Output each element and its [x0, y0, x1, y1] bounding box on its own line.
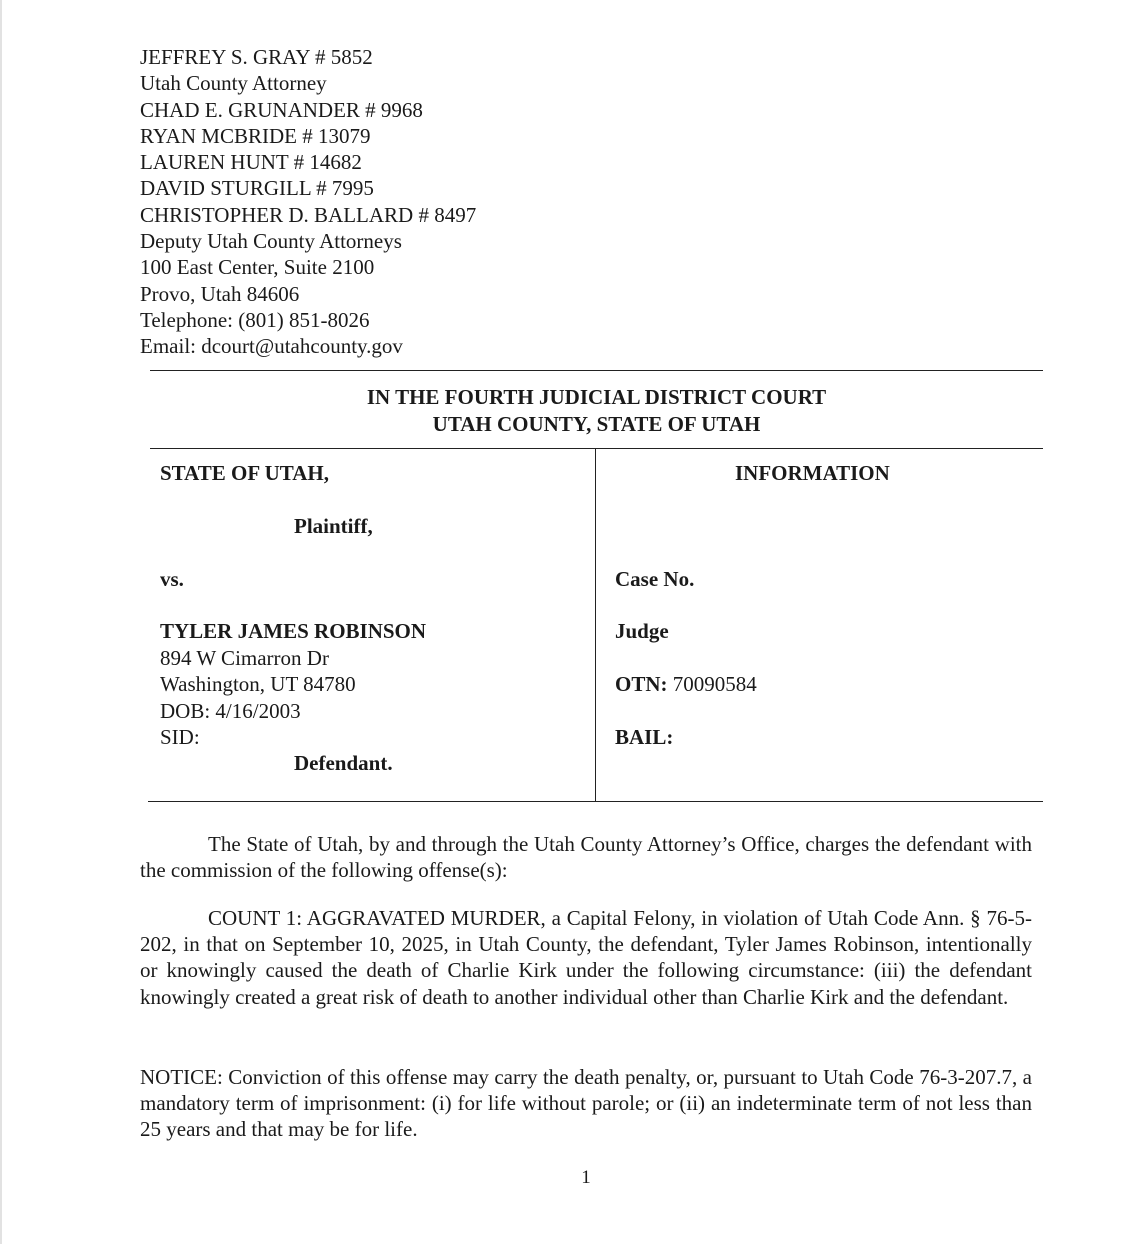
attorney-line: Utah County Attorney — [140, 71, 327, 96]
bail-label: BAIL: — [615, 725, 674, 749]
document-title: INFORMATION — [735, 461, 890, 485]
caption-top-rule — [150, 448, 1043, 449]
attorney-line: JEFFREY S. GRAY # 5852 — [140, 45, 373, 69]
notice-paragraph: NOTICE: Conviction of this offense may carry the death penalty, or, pursuant to Utah Code 76-3-207.7, a mandatory term of imprisonment: (i) for life without parole; or (ii) an indeterminate term of not less than 25 years and that may be for life. — [140, 1065, 1032, 1142]
attorney-line: DAVID STURGILL # 7995 — [140, 176, 374, 201]
otn-value: 70090584 — [672, 672, 757, 696]
attorney-block — [140, 44, 476, 360]
court-heading — [150, 384, 1043, 437]
attorney-line: Email: dcourt@utahcounty.gov — [140, 334, 403, 359]
plaintiff-role: Plaintiff, — [294, 514, 373, 538]
attorney-line: CHAD E. GRUNANDER # 9968 — [140, 97, 423, 122]
attorney-line: Provo, Utah 84606 — [140, 281, 300, 306]
judge-label: Judge — [615, 619, 669, 643]
attorney-line: LAUREN HUNT # 14682 — [140, 150, 362, 175]
case-number-label: Case No. — [615, 567, 695, 591]
versus: vs. — [160, 567, 184, 591]
court-top-rule — [150, 370, 1043, 371]
caption-divider — [595, 449, 596, 802]
otn-label: OTN: — [615, 672, 668, 696]
defendant-dob: DOB: 4/16/2003 — [160, 699, 301, 723]
defendant-name: TYLER JAMES ROBINSON — [160, 619, 427, 643]
court-county: UTAH COUNTY, STATE OF UTAH — [432, 411, 761, 436]
count-1-paragraph: COUNT 1: AGGRAVATED MURDER, a Capital Felony, in violation of Utah Code Ann. § 76-5-202, in that on September 10, 2025, in Utah County, the defendant, Tyler James Robinson, intentionally or knowingly caused the death of Charlie Kirk under the following circumstance: (iii) the defendant knowingly created a great risk of death to another individual other than Charlie Kirk and the defendant. — [140, 906, 1032, 1009]
defendant-address-city: Washington, UT 84780 — [160, 672, 356, 696]
attorney-line: 100 East Center, Suite 2100 — [140, 255, 375, 280]
otn-field — [615, 671, 757, 698]
attorney-line: CHRISTOPHER D. BALLARD # 8497 — [140, 202, 477, 227]
attorney-line: RYAN MCBRIDE # 13079 — [140, 123, 371, 148]
plaintiff-name: STATE OF UTAH, — [160, 461, 329, 485]
attorney-line: Telephone: (801) 851-8026 — [140, 307, 370, 332]
attorney-line: Deputy Utah County Attorneys — [140, 229, 402, 254]
intro-paragraph: The State of Utah, by and through the Utah County Attorney’s Office, charges the defendant with the commission of the following offense(s): — [140, 832, 1032, 883]
court-name: IN THE FOURTH JUDICIAL DISTRICT COURT — [366, 385, 827, 409]
defendant-address-street: 894 W Cimarron Dr — [160, 646, 329, 670]
page-edge — [0, 0, 2, 1244]
page-number: 1 — [581, 1167, 591, 1188]
defendant-role: Defendant. — [294, 751, 393, 775]
caption-bottom-rule — [148, 801, 1043, 802]
defendant-sid: SID: — [160, 725, 200, 749]
